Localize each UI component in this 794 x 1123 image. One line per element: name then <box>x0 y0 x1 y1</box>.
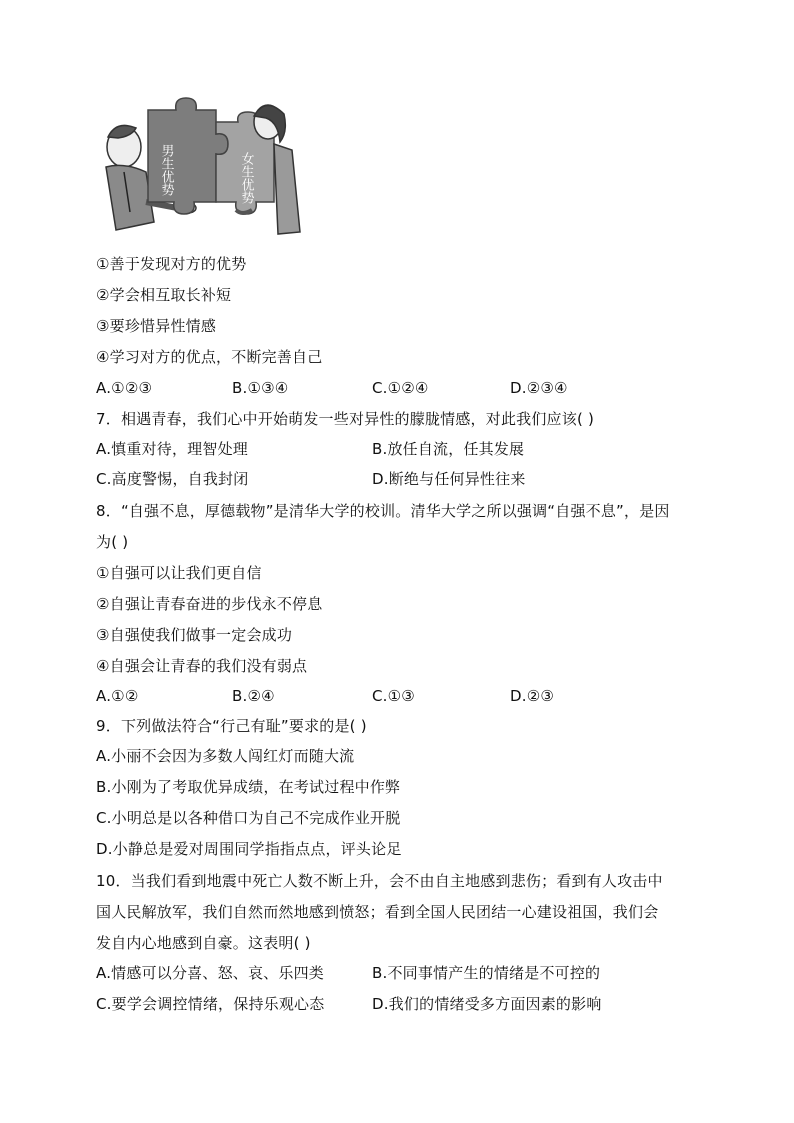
q6-statement-1: ①善于发现对方的优势 <box>96 255 247 273</box>
puzzle-right-label: 女生优势 <box>238 152 254 204</box>
q6-statement-4: ④学习对方的优点，不断完善自己 <box>96 348 323 366</box>
q8-option-b: B.②④ <box>232 687 275 705</box>
q7-stem: 7．相遇青春，我们心中开始萌发一些对异性的朦胧情感，对此我们应该( ) <box>96 410 595 428</box>
q6-option-d: D.②③④ <box>510 379 568 397</box>
q6-statement-2: ②学会相互取长补短 <box>96 286 232 304</box>
q8-statement-4: ④自强会让青春的我们没有弱点 <box>96 657 308 675</box>
q6-option-a: A.①②③ <box>96 379 153 397</box>
q8-stem-line1: 8．“自强不息，厚德载物”是清华大学的校训。清华大学之所以强调“自强不息”，是因 <box>96 502 670 520</box>
q9-option-c: C.小明总是以各种借口为自己不完成作业开脱 <box>96 809 401 827</box>
q8-option-d: D.②③ <box>510 687 555 705</box>
q10-option-a: A.情感可以分喜、怒、哀、乐四类 <box>96 964 324 982</box>
q7-option-b: B.放任自流，任其发展 <box>372 440 525 458</box>
q8-statement-2: ②自强让青春奋进的步伐永不停息 <box>96 595 323 613</box>
puzzle-illustration <box>96 92 302 242</box>
q9-stem: 9．下列做法符合“行己有耻”要求的是( ) <box>96 717 367 735</box>
q9-option-b: B.小刚为了考取优异成绩，在考试过程中作弊 <box>96 778 401 796</box>
q8-option-c: C.①③ <box>372 687 415 705</box>
q9-option-d: D.小静总是爱对周围同学指指点点，评头论足 <box>96 840 402 858</box>
q8-stem-line2: 为( ) <box>96 533 129 551</box>
puzzle-left-label: 男生优势 <box>158 144 174 196</box>
q6-option-c: C.①②④ <box>372 379 429 397</box>
q10-option-c: C.要学会调控情绪，保持乐观心态 <box>96 995 325 1013</box>
q6-option-b: B.①③④ <box>232 379 289 397</box>
q8-option-a: A.①② <box>96 687 139 705</box>
q9-option-a: A.小丽不会因为多数人闯红灯而随大流 <box>96 747 355 765</box>
q6-statement-3: ③要珍惜异性情感 <box>96 317 217 335</box>
q10-stem-line2: 国人民解放军，我们自然而然地感到愤怒；看到全国人民团结一心建设祖国，我们会 <box>96 903 659 921</box>
q10-option-d: D.我们的情绪受多方面因素的影响 <box>372 995 602 1013</box>
q10-stem-line1: 10．当我们看到地震中死亡人数不断上升，会不由自主地感到悲伤；看到有人攻击中 <box>96 872 663 890</box>
q8-statement-1: ①自强可以让我们更自信 <box>96 564 262 582</box>
q7-option-c: C.高度警惕，自我封闭 <box>96 470 249 488</box>
q10-stem-line3: 发自内心地感到自豪。这表明( ) <box>96 934 311 952</box>
q7-option-a: A.慎重对待，理智处理 <box>96 440 248 458</box>
q7-option-d: D.断绝与任何异性往来 <box>372 470 526 488</box>
q10-option-b: B.不同事情产生的情绪是不可控的 <box>372 964 601 982</box>
q8-statement-3: ③自强使我们做事一定会成功 <box>96 626 293 644</box>
